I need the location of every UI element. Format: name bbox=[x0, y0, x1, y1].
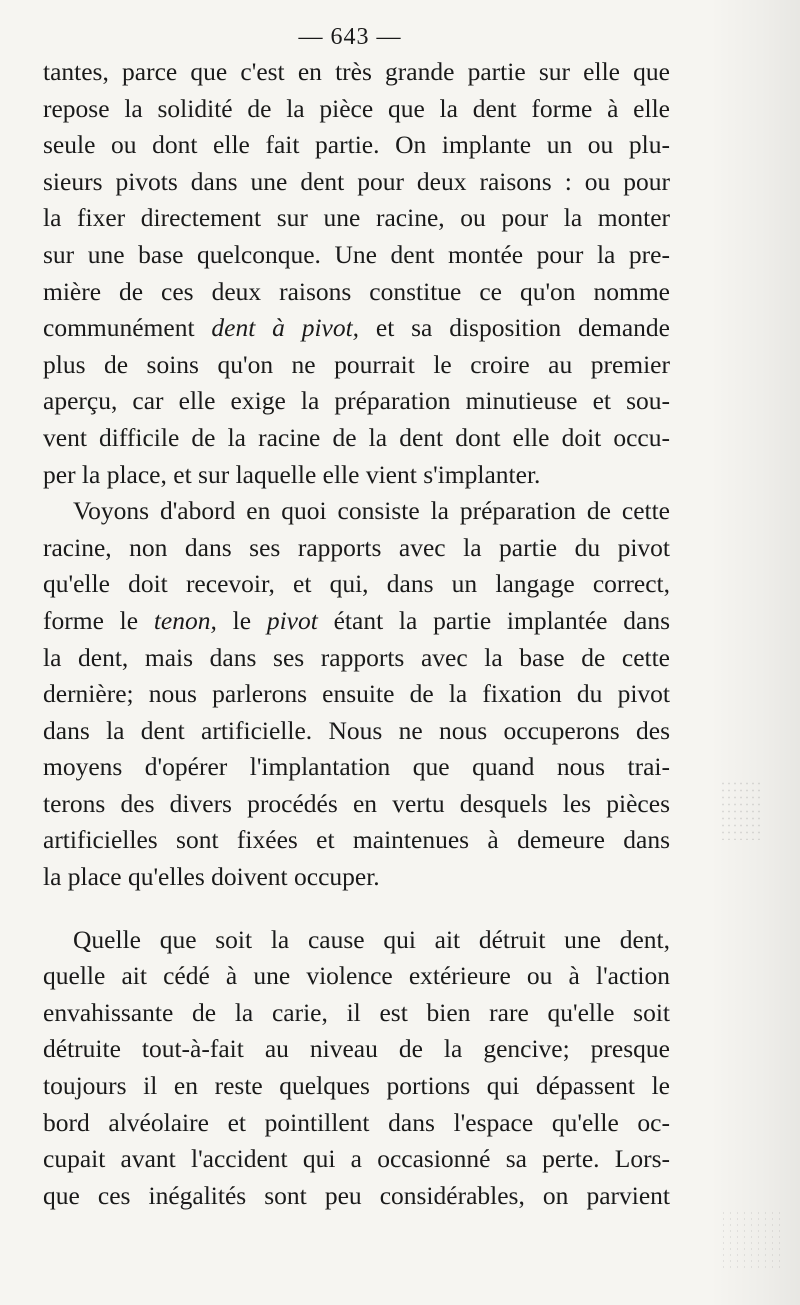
text-line: qu'elle doit recevoir, et qui, dans un langage correct, bbox=[43, 569, 670, 599]
text-line: moyens d'opérer l'implantation que quand nous trai- bbox=[43, 752, 670, 782]
paragraph-2 bbox=[43, 493, 670, 896]
text-line: artificielles sont fixées et maintenues à demeure dans bbox=[43, 825, 670, 855]
text-line: Voyons d'abord en quoi consiste la préparation de cette bbox=[73, 496, 670, 526]
text-line: terons des divers procédés en vertu desquels les pièces bbox=[43, 788, 670, 818]
text-line: seule ou dont elle fait partie. On implante un ou plu- bbox=[43, 130, 670, 160]
text-line: que ces inégalités sont peu considérables, on parvient bbox=[43, 1180, 670, 1210]
text-line: mière de ces deux raisons constitue ce qu'on nomme bbox=[43, 276, 670, 306]
text-line: dernière; nous parlerons ensuite de la fixation du pivot bbox=[43, 679, 670, 709]
text-line: la dent, mais dans ses rapports avec la base de cette bbox=[43, 642, 670, 672]
text-line: per la place, et sur laquelle elle vient s'implanter. bbox=[43, 459, 541, 489]
text-line: la place qu'elles doivent occuper. bbox=[43, 862, 380, 892]
paragraph-3 bbox=[43, 922, 670, 1215]
text-line: tantes, parce que c'est en très grande partie sur elle que bbox=[43, 57, 670, 86]
paper-specks bbox=[720, 1210, 780, 1270]
text-line: plus de soins qu'on ne pourrait le croire au premier bbox=[43, 349, 670, 379]
text-line: envahissante de la carie, il est bien rare qu'elle soit bbox=[43, 997, 670, 1027]
italic-term: tenon, bbox=[153, 605, 217, 635]
text-line: cupait avant l'accident qui a occasionné sa perte. Lors- bbox=[43, 1144, 670, 1174]
text-line: détruite tout-à-fait au niveau de la gencive; presque bbox=[43, 1034, 670, 1064]
text-line: toujours il en reste quelques portions qui dépassent le bbox=[43, 1071, 670, 1101]
body-text bbox=[43, 54, 670, 1214]
page-edge-shadow bbox=[710, 0, 800, 1305]
text-line: Quelle que soit la cause qui ait détruit une dent, bbox=[73, 924, 670, 954]
text-line: sur une base quelconque. Une dent montée pour la pre- bbox=[43, 239, 670, 269]
text-line: vent difficile de la racine de la dent dont elle doit occu- bbox=[43, 422, 670, 452]
text-line: aperçu, car elle exige la préparation minutieuse et sou- bbox=[43, 386, 670, 416]
text-line: repose la solidité de la pièce que la dent forme à elle bbox=[43, 93, 670, 123]
text-line: dans la dent artificielle. Nous ne nous occuperons des bbox=[43, 715, 670, 745]
paragraph-gap bbox=[43, 896, 670, 922]
text-line: la fixer directement sur une racine, ou pour la monter bbox=[43, 203, 670, 233]
text-line: racine, non dans ses rapports avec la partie du pivot bbox=[43, 532, 670, 562]
text-line: sieurs pivots dans une dent pour deux raisons : ou pour bbox=[43, 166, 670, 196]
paragraph-1 bbox=[43, 54, 670, 493]
italic-term: dent à pivot, bbox=[211, 313, 360, 343]
page-number: — 643 — bbox=[298, 24, 402, 50]
text-line: communément dent à pivot, et sa disposition demande bbox=[43, 313, 671, 343]
text-line: bord alvéolaire et pointillent dans l'espace qu'elle oc- bbox=[43, 1107, 670, 1137]
text-line: forme le tenon, le pivot étant la partie implantée dans bbox=[43, 605, 670, 635]
paper-specks bbox=[720, 780, 760, 840]
text-line: quelle ait cédé à une violence extérieure ou à l'action bbox=[43, 961, 670, 991]
italic-term: pivot bbox=[266, 605, 318, 635]
